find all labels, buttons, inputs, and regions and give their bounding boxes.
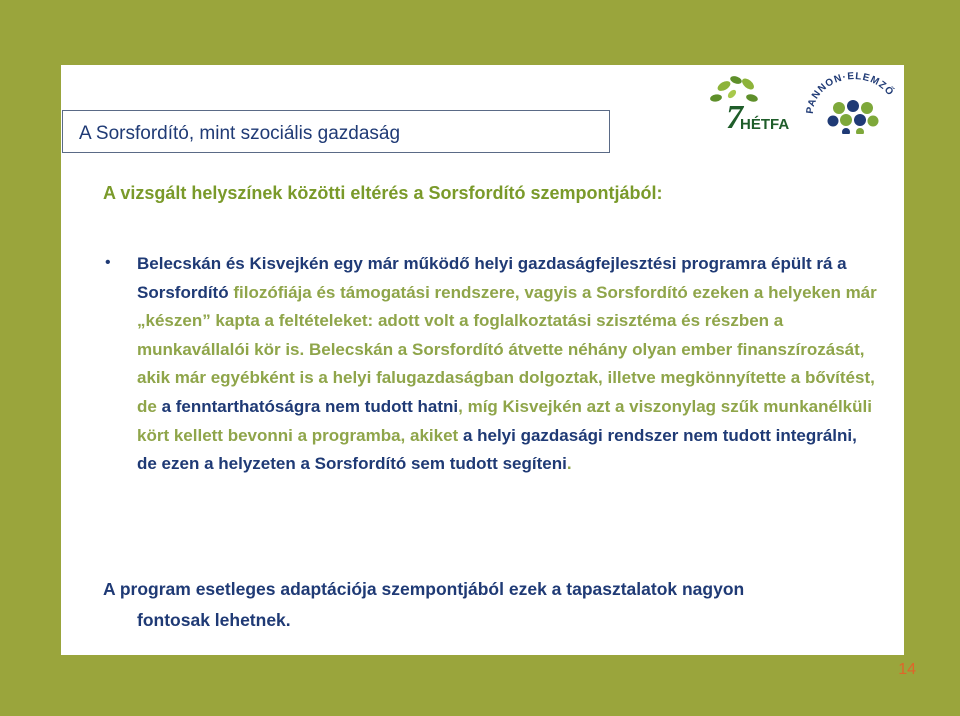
para-segment: , míg Kisvejkén azt a viszonylag szűk munkanélküli kört kellett bevonni a programba, akiket [137, 396, 872, 445]
pannon-elemzo-text: PANNON·ELEMZŐ [804, 71, 896, 115]
closing-line-1: A program esetleges adaptációja szempontjából ezek a tapasztalatok nagyon [103, 579, 745, 599]
hetfa-number: 7 [726, 99, 743, 136]
para-segment: filozófiája és támogatási rendszere, vagyis a Sorsfordító ezeken a helyeken már „készen” kapta a feltételeket: adott volt a foglalkoztatási szisztéma és részben a munkavállalói kör is. [137, 282, 877, 359]
closing-line-2: fontosak lehetnek. [137, 610, 291, 630]
pannon-elemzo-logo [803, 70, 903, 134]
slide-title: A Sorsfordító, mint szociális gazdaság [79, 123, 401, 144]
para-segment: . [566, 454, 572, 474]
closing-statement [103, 574, 863, 636]
main-paragraph [137, 250, 877, 479]
hetfa-logo [702, 72, 794, 138]
bullet-marker: • [105, 254, 111, 271]
para-segment: a helyi gazdasági rendszer nem tudott integrálni, de ezen a helyzeten a Sorsfordító sem tudott segíteni [137, 425, 857, 474]
hetfa-text: HÉTFA [740, 116, 790, 133]
dots-icon [828, 100, 879, 134]
para-segment: Belecskán a Sorsfordító átvette néhány olyan ember finanszírozását, akik már egyébként is a helyi falugazdaságban dolgoztak, illetve megkönnyítette a bővítést, de [137, 339, 875, 416]
para-segment: Belecskán és Kisvejkén egy már működő helyi gazdaságfejlesztési programra épült rá a Sorsfordító [137, 254, 847, 302]
title-box [62, 110, 610, 153]
para-segment: a fenntarthatóságra nem tudott hatni [156, 396, 459, 416]
section-subtitle: A vizsgált helyszínek közötti eltérés a Sorsfordító szempontjából: [103, 183, 663, 203]
page-number: 14 [898, 661, 916, 678]
